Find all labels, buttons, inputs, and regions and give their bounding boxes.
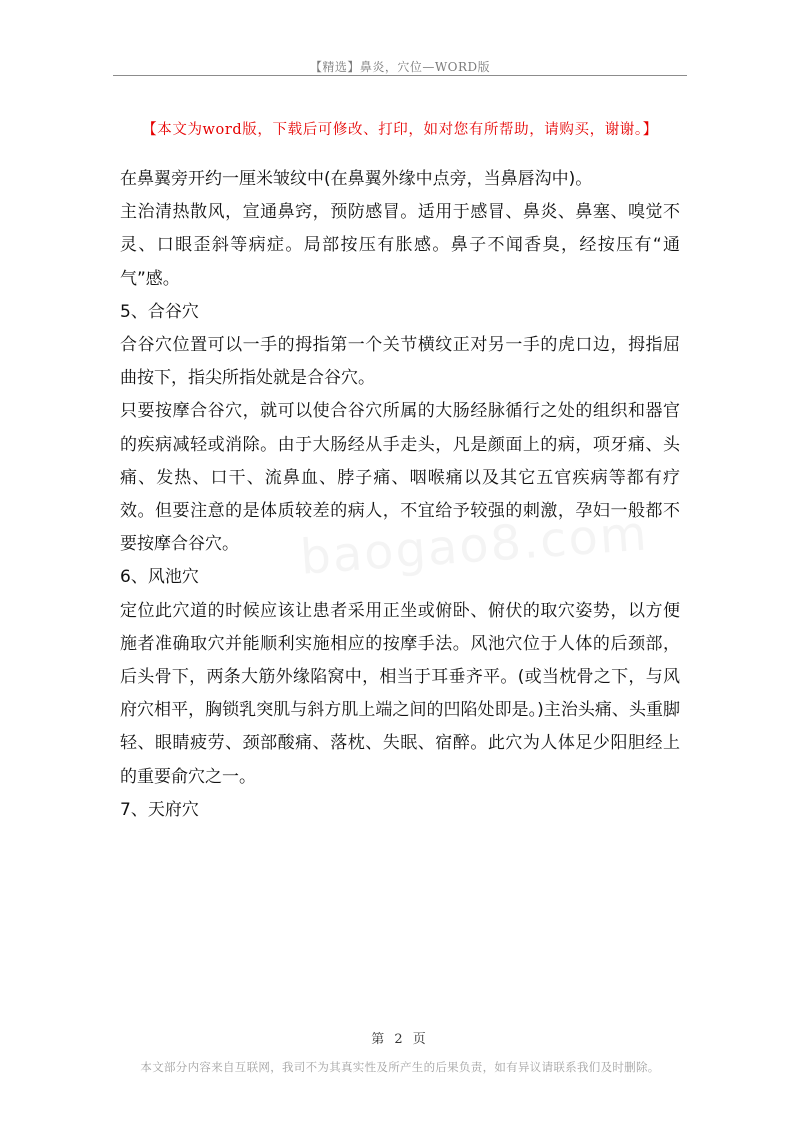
page-footer-disclaimer: 本文部分内容来自互联网，我司不为其真实性及所产生的后果负责，如有异议请联系我们及时删除。	[140, 1060, 660, 1074]
body-paragraph: 只要按摩合谷穴，就可以使合谷穴所属的大肠经脉循行之处的组织和器官的疾病减轻或消除。由于大肠经从手走头，凡是颜面上的病，项牙痛、头痛、发热、口干、流鼻血、脖子痛、咽喉痛以及其它五官疾病等都有疗效。但要注意的是体质较差的病人，不宜给予较强的刺激，孕妇一般都不要按摩合谷穴。	[120, 401, 680, 555]
page-header: 【精选】鼻炎，穴位—WORD版	[309, 60, 491, 74]
body-paragraph: 合谷穴位置可以一手的拇指第一个关节横纹正对另一手的虎口边，拇指屈曲按下，指尖所指处就是合谷穴。	[120, 335, 680, 389]
header-divider	[113, 75, 687, 76]
body-paragraph: 定位此穴道的时候应该让患者采用正坐或俯卧、俯伏的取穴姿势，以方便施者准确取穴并能顺利实施相应的按摩手法。风池穴位于人体的后颈部，后头骨下，两条大筋外缘陷窝中，相当于耳垂齐平。(或当枕骨之下，与风府穴相平，胸锁乳突肌与斜方肌上端之间的凹陷处即是。)主治头痛、头重脚轻、眼睛疲劳、颈部酸痛、落枕、失眠、宿醉。此穴为人体足少阳胆经上的重要俞穴之一。	[120, 600, 680, 787]
document-body	[120, 163, 680, 827]
section-heading: 6、风池穴	[120, 567, 199, 588]
section-heading: 5、合谷穴	[120, 301, 199, 322]
body-paragraph: 在鼻翼旁开约一厘米皱纹中(在鼻翼外缘中点旁，当鼻唇沟中)。	[120, 169, 593, 189]
body-paragraph: 主治清热散风，宣通鼻窍，预防感冒。适用于感冒、鼻炎、鼻塞、嗅觉不灵、口眼歪斜等病症。局部按压有胀感。鼻子不闻香臭，经按压有“通气”感。	[120, 202, 680, 289]
section-heading: 7、天府穴	[120, 799, 199, 820]
download-notice: 【本文为word版，下载后可修改、打印，如对您有所帮助，请购买，谢谢。】	[142, 122, 658, 138]
page-number: 第 2 页	[371, 1032, 429, 1047]
